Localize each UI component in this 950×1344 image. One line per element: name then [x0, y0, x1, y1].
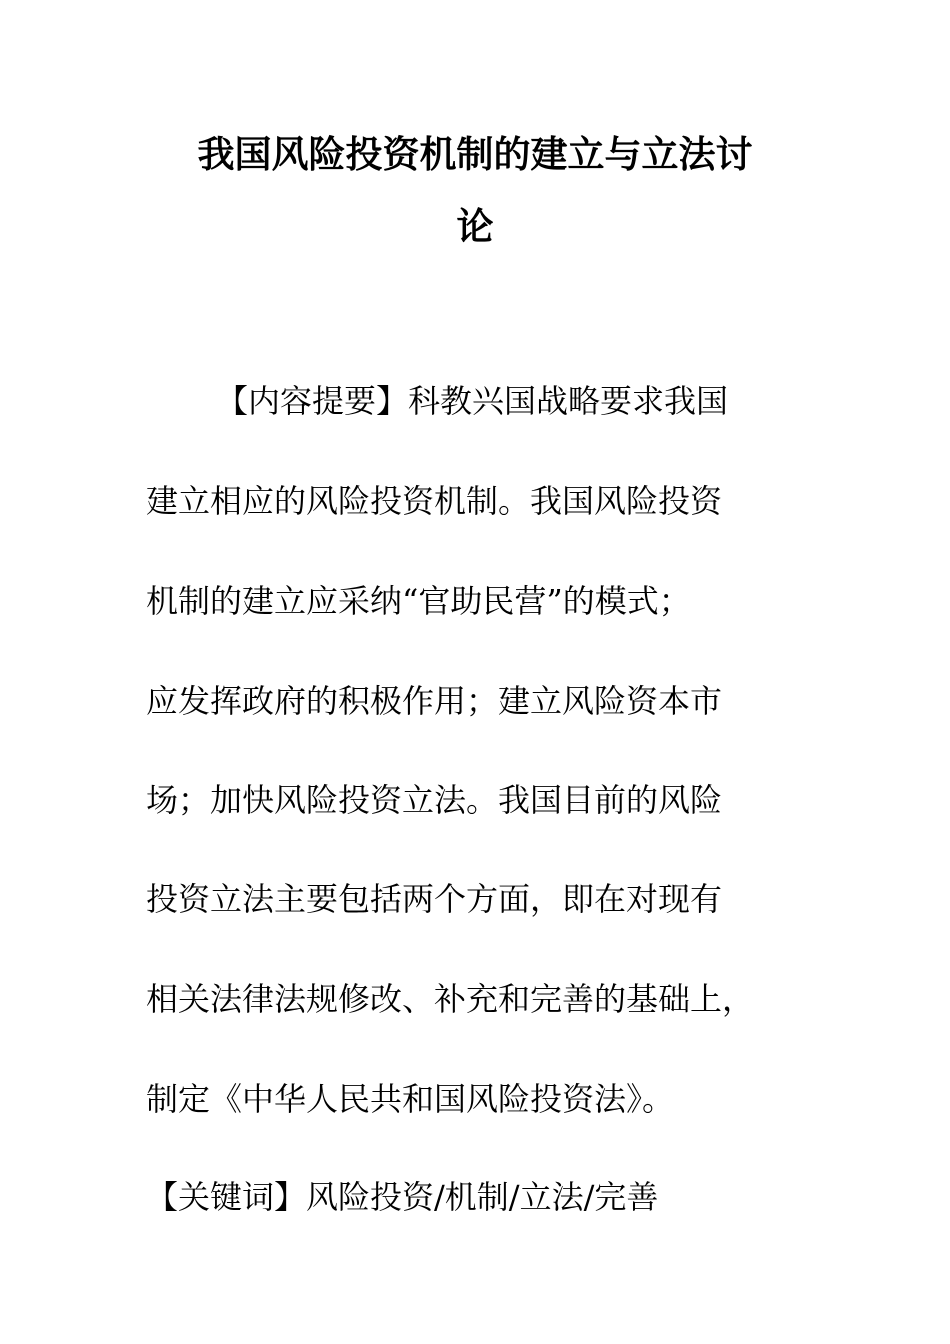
document-title-line-2: 论	[456, 204, 494, 248]
abstract-line-6: 投资立法主要包括两个方面，即在对现有	[146, 880, 723, 918]
document-title-line-1: 我国风险投资机制的建立与立法讨	[197, 132, 753, 176]
abstract-line-2: 建立相应的风险投资机制。我国风险投资	[146, 482, 723, 520]
keywords-line: 【关键词】风险投资/机制/立法/完善	[146, 1178, 659, 1216]
abstract-line-5: 场；加快风险投资立法。我国目前的风险	[146, 781, 723, 819]
abstract-line-4: 应发挥政府的积极作用；建立风险资本市	[146, 682, 723, 720]
abstract-line-1: 【内容提要】科教兴国战略要求我国	[216, 382, 729, 420]
abstract-line-8: 制定《中华人民共和国风险投资法》。	[146, 1080, 675, 1118]
abstract-line-3: 机制的建立应采纳“官助民营”的模式；	[146, 582, 691, 620]
abstract-line-7: 相关法律法规修改、补充和完善的基础上，	[146, 980, 755, 1018]
